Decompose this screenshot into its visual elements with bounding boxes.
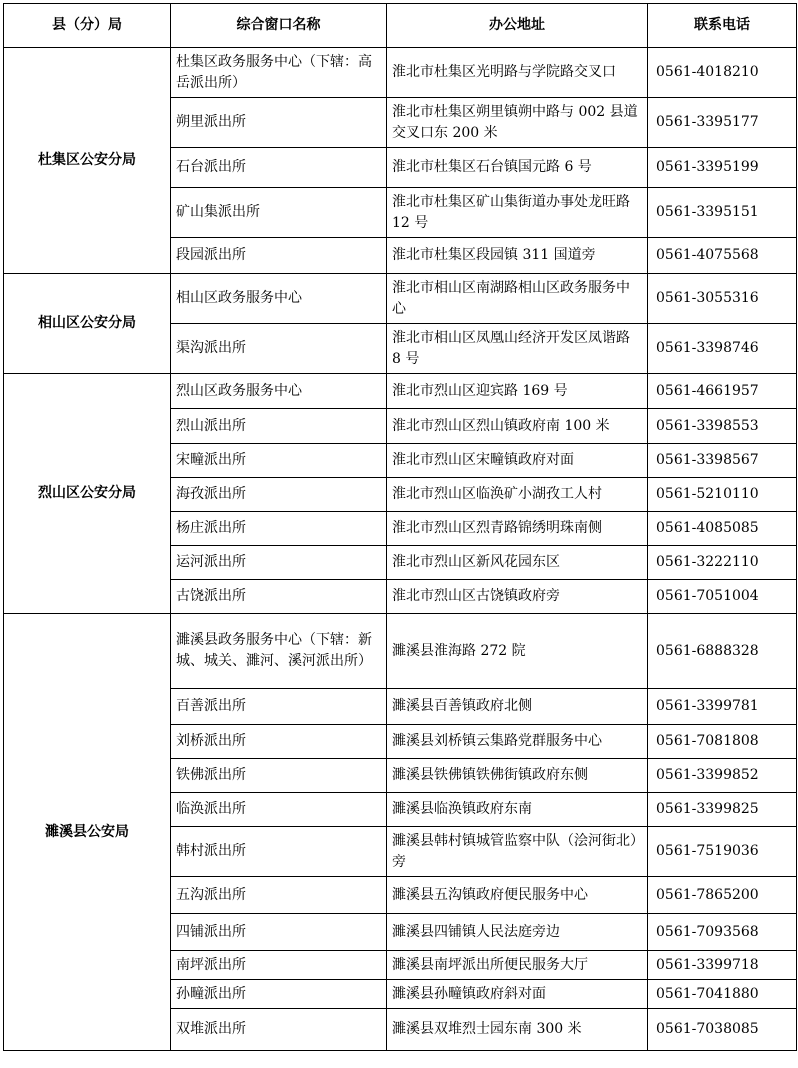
address-cell: 淮北市烈山区临涣矿小湖孜工人村 xyxy=(387,478,648,512)
police-window-table xyxy=(3,3,797,1051)
window-name-cell: 杜集区政务服务中心（下辖：高岳派出所） xyxy=(171,48,387,98)
bureau-name: 濉溪县公安局 xyxy=(4,614,171,1051)
phone-cell: 0561-3055316 xyxy=(648,274,797,324)
address-cell: 淮北市杜集区朔里镇朔中路与 002 县道交叉口东 200 米 xyxy=(387,98,648,148)
address-cell: 濉溪县铁佛镇铁佛街镇政府东侧 xyxy=(387,759,648,793)
address-cell: 淮北市杜集区段园镇 311 国道旁 xyxy=(387,238,648,274)
phone-cell: 0561-7041880 xyxy=(648,980,797,1009)
phone-cell: 0561-3395151 xyxy=(648,188,797,238)
phone-cell: 0561-3395177 xyxy=(648,98,797,148)
window-name-cell: 古饶派出所 xyxy=(171,580,387,614)
window-name-cell: 刘桥派出所 xyxy=(171,725,387,759)
address-cell: 濉溪县淮海路 272 院 xyxy=(387,614,648,689)
phone-cell: 0561-3222110 xyxy=(648,546,797,580)
window-name-cell: 南坪派出所 xyxy=(171,951,387,980)
bureau-name: 相山区公安分局 xyxy=(4,274,171,374)
header-row xyxy=(4,4,797,48)
address-cell: 淮北市烈山区宋疃镇政府对面 xyxy=(387,444,648,478)
window-name-cell: 渠沟派出所 xyxy=(171,324,387,374)
table-row xyxy=(4,374,797,409)
bureau-name: 杜集区公安分局 xyxy=(4,48,171,274)
window-name-cell: 宋疃派出所 xyxy=(171,444,387,478)
address-cell: 濉溪县临涣镇政府东南 xyxy=(387,793,648,827)
header-address: 办公地址 xyxy=(387,4,648,48)
phone-cell: 0561-3399852 xyxy=(648,759,797,793)
window-name-cell: 铁佛派出所 xyxy=(171,759,387,793)
address-cell: 濉溪县百善镇政府北侧 xyxy=(387,689,648,725)
phone-cell: 0561-3399781 xyxy=(648,689,797,725)
phone-cell: 0561-3398746 xyxy=(648,324,797,374)
address-cell: 濉溪县南坪派出所便民服务大厅 xyxy=(387,951,648,980)
phone-cell: 0561-7051004 xyxy=(648,580,797,614)
address-cell: 淮北市杜集区石台镇国元路 6 号 xyxy=(387,148,648,188)
phone-cell: 0561-3398567 xyxy=(648,444,797,478)
table-body xyxy=(4,48,797,1051)
phone-cell: 0561-7865200 xyxy=(648,877,797,914)
address-cell: 淮北市杜集区矿山集街道办事处龙旺路 12 号 xyxy=(387,188,648,238)
window-name-cell: 双堆派出所 xyxy=(171,1009,387,1051)
address-cell: 淮北市相山区南湖路相山区政务服务中心 xyxy=(387,274,648,324)
address-cell: 濉溪县刘桥镇云集路党群服务中心 xyxy=(387,725,648,759)
phone-cell: 0561-4661957 xyxy=(648,374,797,409)
table-row xyxy=(4,48,797,98)
window-name-cell: 石台派出所 xyxy=(171,148,387,188)
window-name-cell: 四铺派出所 xyxy=(171,914,387,951)
phone-cell: 0561-4018210 xyxy=(648,48,797,98)
phone-cell: 0561-3399825 xyxy=(648,793,797,827)
phone-cell: 0561-4085085 xyxy=(648,512,797,546)
window-name-cell: 濉溪县政务服务中心（下辖：新城、城关、濉河、溪河派出所） xyxy=(171,614,387,689)
window-name-cell: 矿山集派出所 xyxy=(171,188,387,238)
phone-cell: 0561-4075568 xyxy=(648,238,797,274)
phone-cell: 0561-3399718 xyxy=(648,951,797,980)
window-name-cell: 海孜派出所 xyxy=(171,478,387,512)
phone-cell: 0561-7093568 xyxy=(648,914,797,951)
phone-cell: 0561-7038085 xyxy=(648,1009,797,1051)
window-name-cell: 段园派出所 xyxy=(171,238,387,274)
header-window-name: 综合窗口名称 xyxy=(171,4,387,48)
address-cell: 淮北市烈山区古饶镇政府旁 xyxy=(387,580,648,614)
window-name-cell: 百善派出所 xyxy=(171,689,387,725)
window-name-cell: 烈山派出所 xyxy=(171,409,387,444)
phone-cell: 0561-3395199 xyxy=(648,148,797,188)
window-name-cell: 五沟派出所 xyxy=(171,877,387,914)
address-cell: 淮北市烈山区烈青路锦绣明珠南侧 xyxy=(387,512,648,546)
window-name-cell: 运河派出所 xyxy=(171,546,387,580)
header-bureau: 县（分）局 xyxy=(4,4,171,48)
address-cell: 淮北市相山区凤凰山经济开发区凤谐路 8 号 xyxy=(387,324,648,374)
window-name-cell: 朔里派出所 xyxy=(171,98,387,148)
phone-cell: 0561-5210110 xyxy=(648,478,797,512)
header-phone: 联系电话 xyxy=(648,4,797,48)
address-cell: 濉溪县双堆烈士园东南 300 米 xyxy=(387,1009,648,1051)
window-name-cell: 烈山区政务服务中心 xyxy=(171,374,387,409)
table-row xyxy=(4,614,797,689)
phone-cell: 0561-7519036 xyxy=(648,827,797,877)
address-cell: 淮北市杜集区光明路与学院路交叉口 xyxy=(387,48,648,98)
address-cell: 濉溪县孙疃镇政府斜对面 xyxy=(387,980,648,1009)
window-name-cell: 韩村派出所 xyxy=(171,827,387,877)
bureau-name: 烈山区公安分局 xyxy=(4,374,171,614)
address-cell: 淮北市烈山区烈山镇政府南 100 米 xyxy=(387,409,648,444)
address-cell: 濉溪县五沟镇政府便民服务中心 xyxy=(387,877,648,914)
phone-cell: 0561-6888328 xyxy=(648,614,797,689)
address-cell: 淮北市烈山区迎宾路 169 号 xyxy=(387,374,648,409)
phone-cell: 0561-7081808 xyxy=(648,725,797,759)
table-row xyxy=(4,274,797,324)
window-name-cell: 相山区政务服务中心 xyxy=(171,274,387,324)
window-name-cell: 临涣派出所 xyxy=(171,793,387,827)
address-cell: 濉溪县韩村镇城管监察中队（浍河街北）旁 xyxy=(387,827,648,877)
address-cell: 濉溪县四铺镇人民法庭旁边 xyxy=(387,914,648,951)
window-name-cell: 孙疃派出所 xyxy=(171,980,387,1009)
window-name-cell: 杨庄派出所 xyxy=(171,512,387,546)
phone-cell: 0561-3398553 xyxy=(648,409,797,444)
address-cell: 淮北市烈山区新风花园东区 xyxy=(387,546,648,580)
